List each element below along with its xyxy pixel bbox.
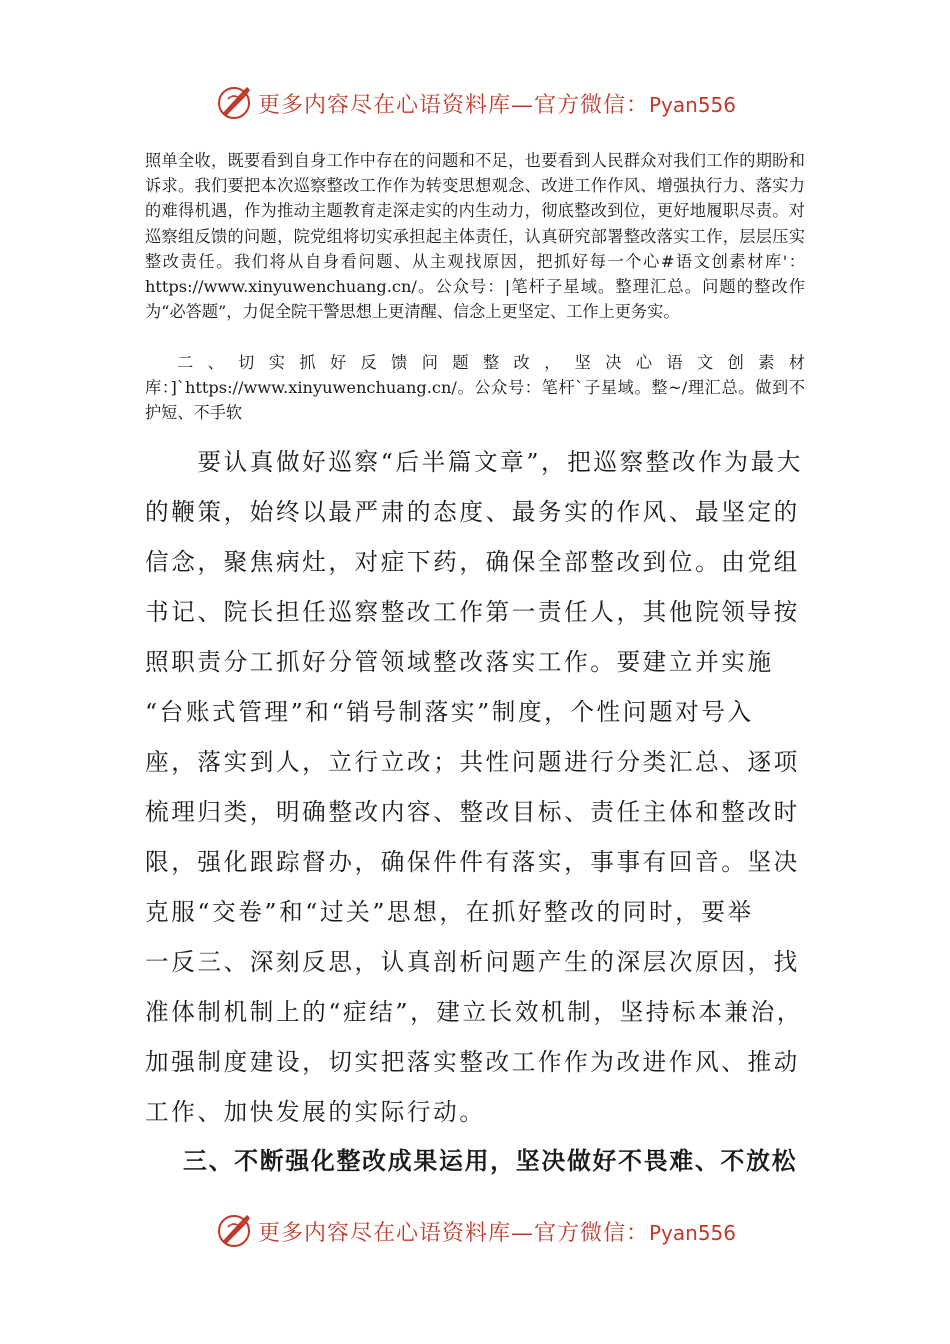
text-line: 照职责分工抓好分管领域整改落实工作。要建立并实施 [145, 648, 774, 676]
text-line: 加强制度建设，切实把落实整改工作作为改进作风、推动 [145, 1048, 800, 1076]
section-3-heading: 三、不断强化整改成果运用，坚决做好不畏难、不放松 [183, 1147, 798, 1175]
text-line: 的鞭策，始终以最严肃的态度、最务实的作风、最坚定的 [145, 498, 800, 526]
header-banner-text: 更多内容尽在心语资料库—官方微信：Pyan556 [257, 92, 737, 118]
paragraph-3 [145, 437, 803, 1137]
footer-banner-text: 更多内容尽在心语资料库—官方微信：Pyan556 [257, 1220, 737, 1246]
text-line: 书记、院长担任巡察整改工作第一责任人，其他院领导按 [145, 598, 800, 626]
text-line: 克服“交卷”和“过关”思想，在抓好整改的同时，要举 [145, 898, 754, 926]
text-line: 准体制机制上的“症结”，建立长效机制，坚持标本兼治， [145, 998, 803, 1026]
text-line: 一反三、深刻反思，认真剖析问题产生的深层次原因，找 [145, 948, 800, 976]
paragraph-2 [145, 350, 805, 426]
footer-banner [0, 1206, 950, 1256]
section-2-title: 二、切实抓好反馈问题整改，坚决心语文创素材库：]`https://www.xinyuwenchuang.cn/。公众号：笔杆`子星域。整~/理汇总。做到不护短、不手软 [145, 353, 805, 423]
paragraph-1-text: 照单全收，既要看到自身工作中存在的问题和不足，也要看到人民群众对我们工作的期盼和诉求。我们要把本次巡察整改工作作为转变思想观念、改进工作作风、增强执行力、落实力的难得机遇，作为推动主题教育走深走实的内生动力，彻底整改到位，更好地履职尽责。对巡察组反馈的问题，院党组将切实承担起主体责任，认真研究部署整改落实工作，层层压实整改责任。我们将从自身看问题、从主观找原因，把抓好每一个心#语文创素材库'：https://www.xinyuwenchuang.cn/。公众号：|笔杆子星域。整理汇总。问题的整改作为“必答题”，力促全院干警思想上更清醒、信念上更坚定、工作上更务实。 [145, 151, 805, 322]
header-banner [0, 78, 950, 128]
text-line: 工作、加快发展的实际行动。 [145, 1098, 486, 1126]
text-line: 信念，聚焦病灶，对症下药，确保全部整改到位。由党组 [145, 548, 800, 576]
text-line: 座，落实到人，立行立改；共性问题进行分类汇总、逐项 [145, 748, 800, 776]
pen-nib-logo-icon [214, 83, 254, 123]
text-line: “台账式管理”和“销号制落实”制度，个性问题对号入 [145, 698, 754, 726]
text-line: 要认真做好巡察“后半篇文章”，把巡察整改作为最大 [145, 448, 803, 476]
pen-nib-logo-icon [214, 1211, 254, 1251]
wechat-id: Pyan556 [649, 92, 737, 117]
paragraph-1 [145, 148, 805, 324]
wechat-id: Pyan556 [649, 1220, 737, 1245]
text-line: 限，强化跟踪督办，确保件件有落实，事事有回音。坚决 [145, 848, 800, 876]
text-line: 梳理归类，明确整改内容、整改目标、责任主体和整改时 [145, 798, 800, 826]
